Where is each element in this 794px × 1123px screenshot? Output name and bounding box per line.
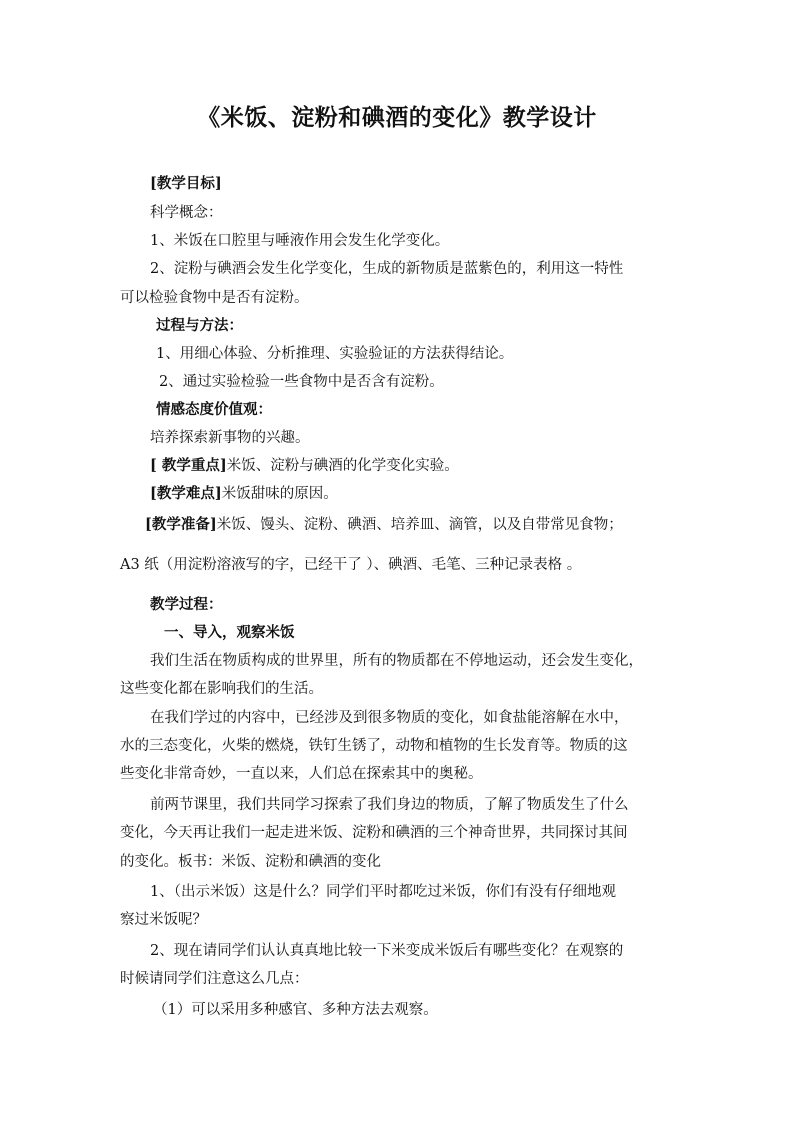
- objectives-heading: [教学目标]: [150, 175, 222, 192]
- preparation-line2: A3 纸（用淀粉溶液写的字，已经干了 ）、碘酒、毛笔、三种记录表格 。: [120, 557, 582, 573]
- concept-2-line1: 2、淀粉与碘酒会发生化学变化，生成的新物质是蓝紫色的，利用这一特性: [150, 261, 624, 277]
- para-1-line1: 我们生活在物质构成的世界里，所有的物质都在不停地运动，还会发生变化，: [150, 653, 643, 669]
- item-1-line2: 察过米饭呢？: [120, 912, 207, 928]
- para-2-line1: 在我们学过的内容中，已经涉及到很多物质的变化，如食盐能溶解在水中，: [150, 710, 629, 726]
- para-3-line1: 前两节课里，我们共同学习探索了我们身边的物质，了解了物质发生了什么: [150, 797, 629, 813]
- process-method-1: 1、用细心体验、分析推理、实验验证的方法获得结论。: [156, 346, 514, 362]
- preparation-text-line1: 米饭、馒头、淀粉、碘酒、培养皿、滴管，以及自带常见食物；: [216, 517, 623, 533]
- para-3-line3: 的变化。板书：米饭、淀粉和碘酒的变化: [120, 854, 381, 870]
- process-method-label: 过程与方法：: [156, 317, 243, 334]
- preparation-label: [教学准备]: [145, 516, 217, 533]
- para-2-line3: 些变化非常奇妙，一直以来，人们总在探索其中的奥秘。: [120, 766, 483, 782]
- preparation-line1: [145, 515, 623, 535]
- process-method-2: 2、通过实验检验一些食物中是否含有淀粉。: [159, 374, 444, 390]
- para-3-line2: 变化，今天再让我们一起走进米饭、淀粉和碘酒的三个神奇世界，共同探讨其间: [120, 825, 628, 841]
- difficulty-text: 米饭甜味的原因。: [221, 486, 338, 502]
- item-2-sub-1: （1）可以采用多种感官、多种方法去观察。: [153, 1002, 438, 1018]
- science-concept-label: 科学概念：: [150, 205, 223, 221]
- process-heading: 教学过程：: [150, 596, 223, 613]
- emotion-label: 情感态度价值观：: [156, 401, 272, 418]
- key-point-line: [150, 456, 459, 476]
- key-point-label: [ 教学重点]: [150, 457, 227, 474]
- concept-2-line2: 可以检验食物中是否有淀粉。: [120, 290, 309, 306]
- para-1-line2: 这些变化都在影响我们的生活。: [120, 681, 323, 697]
- item-2-line1: 2、现在请同学们认认真真地比较一下米变成米饭后有哪些变化？在观察的: [150, 943, 624, 959]
- concept-1: 1、米饭在口腔里与唾液作用会发生化学变化。: [150, 233, 450, 249]
- key-point-text: 米饭、淀粉与碘酒的化学变化实验。: [226, 458, 459, 474]
- difficulty-label: [教学难点]: [150, 485, 222, 502]
- difficulty-line: [150, 484, 338, 504]
- section-1-heading: 一、导入，观察米饭: [164, 624, 295, 641]
- document-title: 《米饭、淀粉和碘酒的变化》教学设计: [197, 104, 597, 131]
- para-2-line2: 水的三态变化，火柴的燃烧，铁钉生锈了，动物和植物的生长发育等。物质的这: [120, 738, 628, 754]
- item-1-line1: 1、（出示米饭）这是什么？同学们平时都吃过米饭，你们有没有仔细地观: [150, 884, 616, 900]
- item-2-line2: 时候请同学们注意这么几点：: [120, 971, 309, 987]
- emotion-text: 培养探索新事物的兴趣。: [150, 430, 310, 446]
